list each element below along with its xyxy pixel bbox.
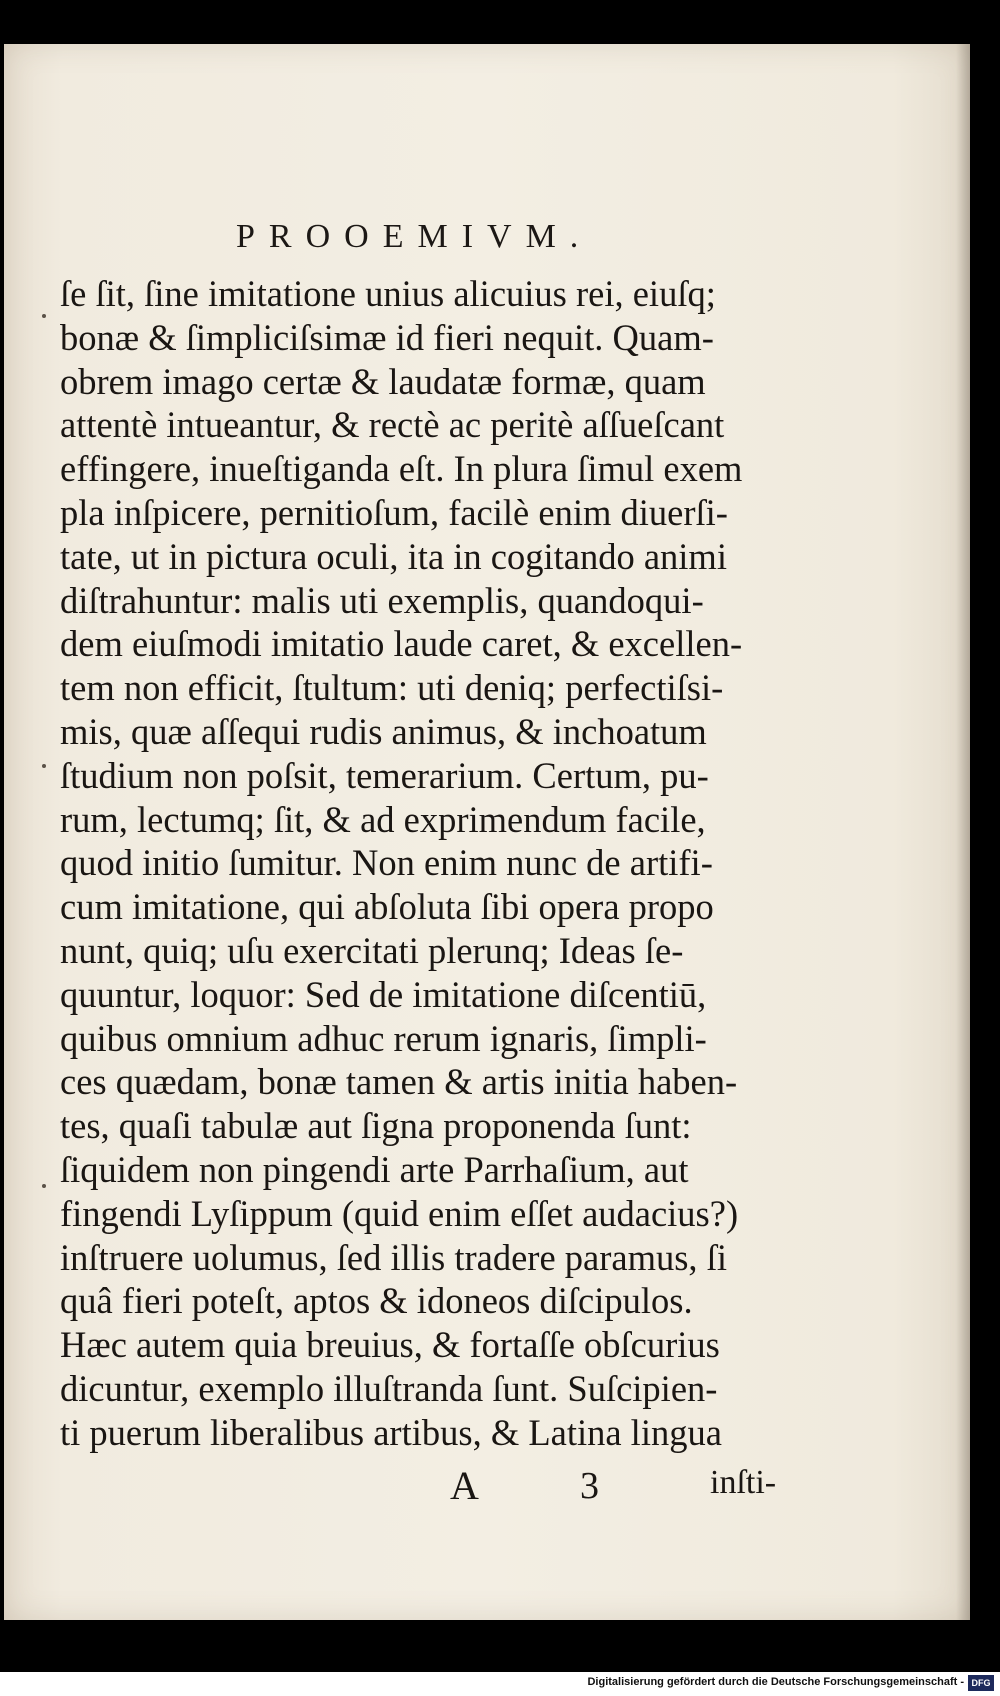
text-line: dem eiuſmodi imitatio laude caret, & excellen- xyxy=(60,623,743,665)
gutter-dot xyxy=(42,1184,46,1188)
text-line: bonæ & ſimpliciſsimæ id fieri nequit. Quam- xyxy=(60,316,714,358)
page-edge-shadow xyxy=(956,44,970,1620)
text-line: fingendi Lyſippum (quid enim eſſet audacius?) xyxy=(60,1192,739,1234)
text-line: obrem imago certæ & laudatæ formæ, quam xyxy=(60,360,706,402)
signature-line xyxy=(70,1462,800,1512)
leaf-number: 3 xyxy=(580,1465,599,1507)
text-line: ces quædam, bonæ tamen & artis initia haben- xyxy=(60,1061,738,1103)
text-line: quibus omnium adhuc rerum ignaris, ſimpli- xyxy=(60,1017,707,1059)
catchword: inſti- xyxy=(710,1464,777,1501)
text-line: tes, quaſi tabulæ aut ſigna proponenda ſunt: xyxy=(60,1105,692,1147)
text-line: dicuntur, exemplo illuſtranda ſunt. Suſcipien- xyxy=(60,1367,718,1409)
body-text xyxy=(60,272,800,1455)
text-line: cum imitatione, qui abſoluta ſibi opera propo xyxy=(60,886,714,928)
text-line: tate, ut in pictura oculi, ita in cogitando animi xyxy=(60,535,727,577)
text-line: diſtrahuntur: malis uti exemplis, quandoqui- xyxy=(60,579,704,621)
text-line: nunt, quiq; uſu exercitati plerunq; Ideas ſe- xyxy=(60,929,684,971)
text-line: ſiquidem non pingendi arte Parrhaſium, aut xyxy=(60,1148,689,1190)
dfg-logo: DFG xyxy=(968,1675,994,1691)
gutter-marks xyxy=(42,314,50,1314)
gutter-dot xyxy=(42,314,46,318)
text-line: attentè intueantur, & rectè ac peritè aſſueſcant xyxy=(60,404,725,446)
text-line: Hæc autem quia breuius, & fortaſſe obſcurius xyxy=(60,1324,720,1366)
text-line: rum, lectumq; ſit, & ad exprimendum facile, xyxy=(60,798,706,840)
footer-credit: Digitalisierung gefördert durch die Deutsche Forschungsgemeinschaft - xyxy=(587,1676,964,1688)
gutter-dot xyxy=(42,764,46,768)
digitization-footer xyxy=(0,1672,1000,1696)
text-line: quod initio ſumitur. Non enim nunc de artifi- xyxy=(60,842,713,884)
signature-mark: A xyxy=(450,1463,479,1508)
text-line: quuntur, loquor: Sed de imitatione diſcentiū, xyxy=(60,973,707,1015)
book-page xyxy=(4,44,970,1620)
text-line: ſtudium non poſsit, temerarium. Certum, pu- xyxy=(60,754,709,796)
running-head: PROOEMIVM. xyxy=(236,218,593,255)
text-line: inſtruere uolumus, ſed illis tradere paramus, ſi xyxy=(60,1236,727,1278)
text-line: quâ fieri poteſt, aptos & idoneos diſcipulos. xyxy=(60,1280,693,1322)
text-line: pla inſpicere, pernitioſum, facilè enim diuerſi- xyxy=(60,491,728,533)
text-line: mis, quæ aſſequi rudis animus, & inchoatum xyxy=(60,710,707,752)
text-line: ti puerum liberalibus artibus, & Latina lingua xyxy=(60,1411,722,1453)
text-line: effingere, inueſtiganda eſt. In plura ſimul exem xyxy=(60,448,743,490)
text-line: tem non efficit, ſtultum: uti deniq; perfectiſsi- xyxy=(60,667,724,709)
text-line: ſe ſit, ſine imitatione unius alicuius rei, eiuſq; xyxy=(60,273,716,314)
